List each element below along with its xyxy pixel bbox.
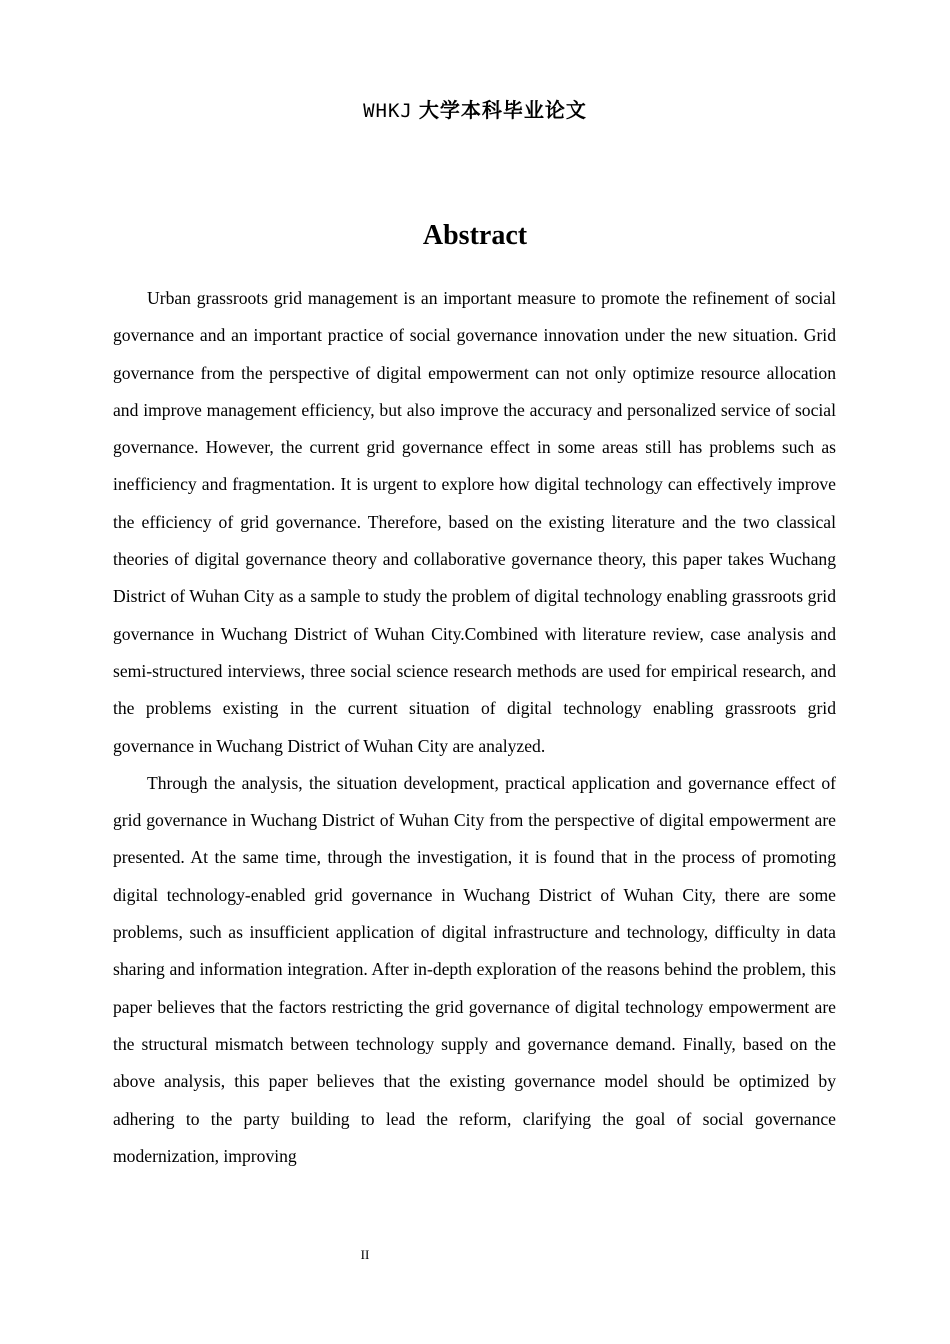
header-university-code: WHKJ <box>363 100 413 122</box>
abstract-paragraph-1: Urban grassroots grid management is an important measure to promote the refinement of social governance and an important practice of social governance innovation under the new situation. Grid governance from the perspective of digital empowerment can not only optimize resource allocation and improve management efficiency, but also improve the accuracy and personalized service of social governance. However, the current grid governance effect in some areas still has problems such as inefficiency and fragmentation. It is urgent to explore how digital technology can effectively improve the efficiency of grid governance. Therefore, based on the existing literature and the two classical theories of digital governance theory and collaborative governance theory, this paper takes Wuchang District of Wuhan City as a sample to study the problem of digital technology enabling grassroots grid governance in Wuchang District of Wuhan City.Combined with literature review, case analysis and semi-structured interviews, three social science research methods are used for empirical research, and the problems existing in the current situation of digital technology enabling grassroots grid governance in Wuchang District of Wuhan City are analyzed. <box>113 288 836 756</box>
header-thesis-label: 大学本科毕业论文 <box>418 98 587 122</box>
page-number: II <box>360 1247 370 1262</box>
running-header <box>0 96 950 125</box>
abstract-body <box>113 280 836 1175</box>
abstract-heading: Abstract <box>422 220 528 251</box>
abstract-paragraph-2: Through the analysis, the situation development, practical application and governance effect of grid governance in Wuchang District of Wuhan City from the perspective of digital empowerment are presented. At the same time, through the investigation, it is found that in the process of promoting digital technology-enabled grid governance in Wuchang District of Wuhan City, there are some problems, such as insufficient application of digital infrastructure and technology, difficulty in data sharing and information integration. After in-depth exploration of the reasons behind the problem, this paper believes that the factors restricting the grid governance of digital technology empowerment are the structural mismatch between technology supply and governance demand. Finally, based on the above analysis, this paper believes that the existing governance model should be optimized by adhering to the party building to lead the reform, clarifying the goal of social governance modernization, improving <box>113 772 836 1166</box>
